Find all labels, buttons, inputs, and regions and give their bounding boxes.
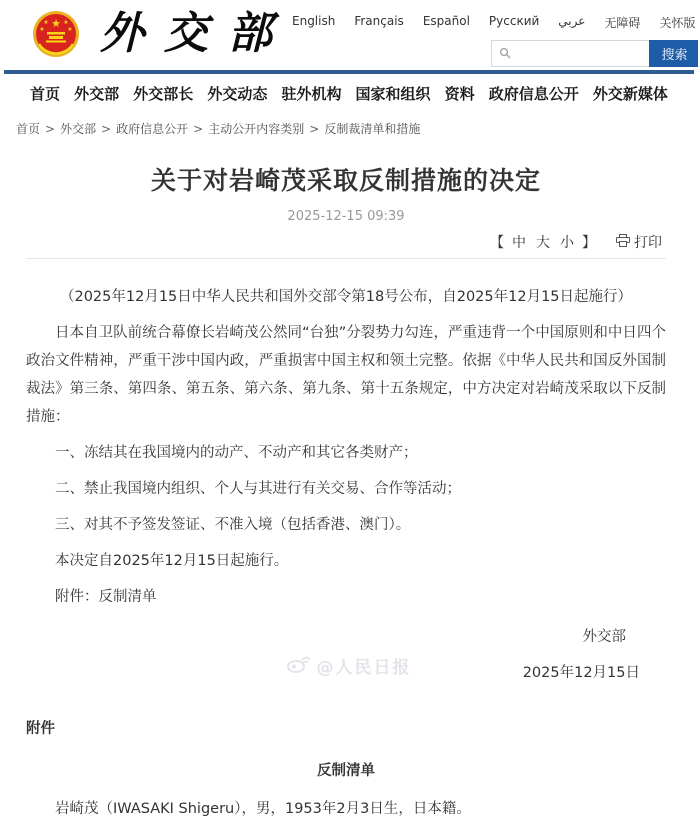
search-icon — [499, 44, 511, 63]
search-bar — [491, 40, 698, 67]
appendix-person-line: 岩崎茂（IWASAKI Shigeru），男，1953年2月3日生，日本籍。 — [55, 801, 471, 817]
page — [4, 0, 696, 817]
font-size-medium-button[interactable]: 中 — [512, 235, 526, 251]
weibo-icon — [287, 654, 311, 678]
attachment-line: 附件：反制清单 — [55, 589, 157, 605]
nav-item-home[interactable]: 首页 — [30, 84, 61, 103]
breadcrumb-separator: > — [101, 122, 112, 136]
signature-org: 外交部 — [582, 629, 626, 645]
site-header — [4, 0, 694, 70]
measure-item-2: 二、禁止我国境内组织、个人与其进行有关交易、合作等活动； — [55, 481, 461, 497]
font-size-bracket-open: 【 — [490, 235, 504, 251]
lang-russian[interactable]: Русский — [488, 14, 540, 28]
toolbar-divider — [26, 258, 666, 259]
language-switcher — [292, 14, 698, 31]
lang-english[interactable]: English — [292, 14, 336, 28]
search-input-wrap — [491, 40, 649, 67]
article-toolbar — [26, 232, 666, 252]
font-size-bracket-close: 】 — [582, 235, 596, 251]
nav-item-countries[interactable]: 国家和组织 — [355, 84, 431, 103]
breadcrumb-current: 反制裁清单和措施 — [324, 122, 421, 136]
svg-text:★: ★ — [63, 19, 69, 26]
breadcrumb-category[interactable]: 主动公开内容类别 — [208, 122, 305, 136]
decree-line: （2025年12月15日中华人民共和国外交部令第18号公布，自2025年12月15日起施行） — [59, 289, 633, 305]
breadcrumb-mfa[interactable]: 外交部 — [60, 122, 97, 136]
main-paragraph: 日本自卫队前统合幕僚长岩崎茂公然同“台独”分裂势力勾连，严重违背一个中国原则和中日四个政治文件精神，严重干涉中国内政，严重损害中国主权和领土完整。依据《中华人民共和国反外国制裁法》第三条、第四条、第五条、第六条、第九条、第十五条规定，中方决定对岩崎茂采取以下反制措施： — [26, 325, 666, 425]
accessibility-link[interactable]: 无障碍 — [604, 16, 641, 30]
article-content — [26, 283, 666, 823]
nav-item-gov-info[interactable]: 政府信息公开 — [488, 84, 579, 103]
appendix-title: 反制清单 — [317, 763, 375, 779]
breadcrumb-separator: > — [193, 122, 204, 136]
nav-item-resources[interactable]: 资料 — [444, 84, 475, 103]
breadcrumb — [4, 112, 694, 143]
lang-espanol[interactable]: Español — [422, 14, 470, 28]
search-input[interactable] — [516, 47, 646, 61]
header-right — [292, 10, 698, 67]
nav-item-activities[interactable]: 外交动态 — [207, 84, 268, 103]
breadcrumb-home[interactable]: 首页 — [16, 122, 41, 136]
page-title: 关于对岩崎茂采取反制措施的决定 — [150, 166, 541, 195]
site-logo-calligraphy: 外交部 — [100, 8, 292, 59]
breadcrumb-gov-info[interactable]: 政府信息公开 — [116, 122, 189, 136]
search-button[interactable]: 搜索 — [649, 40, 698, 67]
publish-datetime: 2025-12-15 09:39 — [287, 209, 405, 224]
printer-icon — [616, 234, 630, 251]
svg-text:★: ★ — [67, 26, 73, 33]
font-size-large-button[interactable]: 大 — [536, 235, 550, 251]
watermark — [4, 653, 694, 678]
nav-item-minister[interactable]: 外交部长 — [133, 84, 194, 103]
effective-line: 本决定自2025年12月15日起施行。 — [55, 553, 289, 569]
print-button[interactable] — [616, 232, 662, 252]
measure-item-3: 三、对其不予签发签证、不准入境（包括香港、澳门）。 — [55, 517, 411, 533]
main-nav — [4, 70, 694, 112]
svg-text:★: ★ — [39, 26, 45, 33]
watermark-text: @人民日报 — [316, 658, 412, 678]
svg-text:★: ★ — [43, 19, 49, 26]
nav-item-missions[interactable]: 驻外机构 — [281, 84, 342, 103]
appendix-label: 附件 — [26, 721, 55, 737]
breadcrumb-separator: > — [309, 122, 320, 136]
care-version-link[interactable]: 关怀版 — [659, 16, 696, 30]
svg-text:★: ★ — [51, 17, 61, 30]
lang-arabic[interactable]: عربي — [558, 14, 586, 28]
signature-date: 2025年12月15日 — [522, 665, 640, 681]
article — [4, 143, 694, 823]
lang-francais[interactable]: Français — [354, 14, 404, 28]
brand-home-link[interactable] — [32, 10, 292, 58]
nav-item-new-media[interactable]: 外交新媒体 — [592, 84, 668, 103]
print-label: 打印 — [634, 235, 662, 251]
measure-item-1: 一、冻结其在我国境内的动产、不动产和其它各类财产； — [55, 445, 418, 461]
national-emblem-icon — [32, 10, 80, 58]
font-size-small-button[interactable]: 小 — [560, 235, 574, 251]
breadcrumb-separator: > — [45, 122, 56, 136]
nav-item-mfa[interactable]: 外交部 — [74, 84, 120, 103]
